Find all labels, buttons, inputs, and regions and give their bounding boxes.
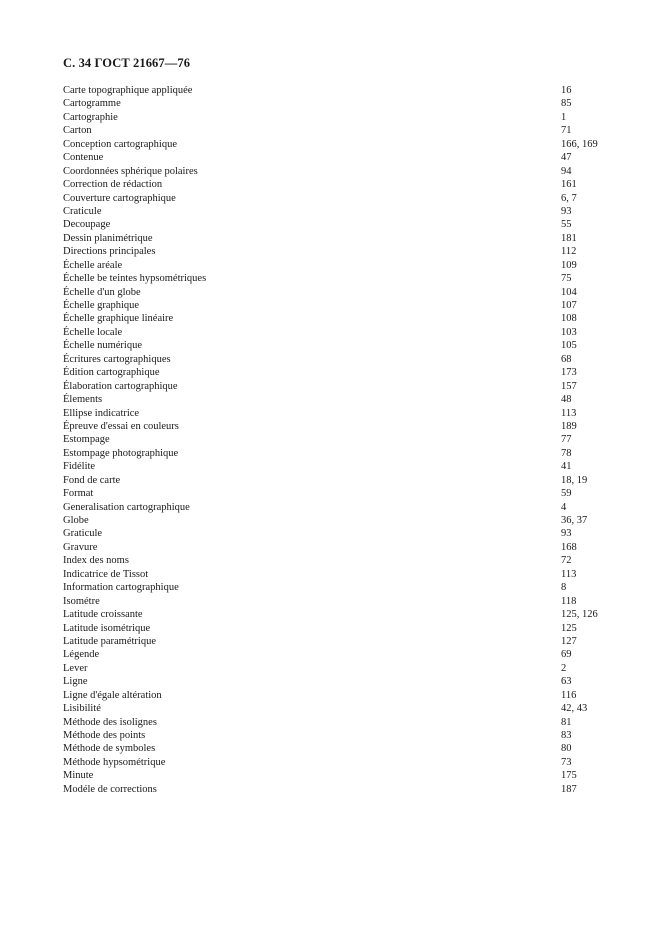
index-page-numbers: 107 bbox=[561, 300, 577, 311]
index-page-numbers: 181 bbox=[561, 232, 577, 244]
index-entry bbox=[63, 111, 623, 124]
index-term: Latitude paramétrique bbox=[63, 635, 156, 647]
index-page-numbers: 63 bbox=[561, 676, 572, 688]
index-term: Ligne d'égale altération bbox=[63, 689, 162, 701]
index-term: Échelle locale bbox=[63, 326, 123, 338]
index-entry bbox=[63, 662, 623, 675]
index-entry bbox=[63, 124, 623, 137]
index-entry bbox=[63, 769, 623, 782]
index-term: Élaboration cartographique bbox=[63, 380, 178, 392]
index-entry bbox=[63, 447, 623, 460]
index-term: Méthode hypsométrique bbox=[63, 756, 166, 768]
index-entry bbox=[63, 581, 623, 594]
index-page-numbers: 78 bbox=[561, 447, 572, 459]
index-term: Méthode de symboles bbox=[63, 743, 156, 755]
index-entry bbox=[63, 541, 623, 554]
index-page-numbers: 175 bbox=[561, 770, 577, 782]
index-term: Carte topographique appliquée bbox=[63, 85, 193, 96]
index-page-numbers: 75 bbox=[561, 273, 572, 285]
index-term: Graticule bbox=[63, 528, 103, 540]
index-entry bbox=[63, 460, 623, 473]
index-entry bbox=[63, 568, 623, 581]
index-term: Légende bbox=[63, 649, 100, 661]
index-term: Échelle aréale bbox=[63, 259, 123, 271]
index-entry bbox=[63, 608, 623, 621]
index-term: Gravure bbox=[63, 541, 98, 553]
index-page-numbers: 6, 7 bbox=[561, 192, 577, 204]
index-term: Couverture cartographique bbox=[63, 192, 176, 204]
index-page-numbers: 69 bbox=[561, 649, 572, 661]
index-term: Correction de rédaction bbox=[63, 179, 163, 191]
index-entry bbox=[63, 272, 623, 285]
index-term: Ellipse indicatrice bbox=[63, 407, 140, 419]
index-entry bbox=[63, 702, 623, 715]
index-page-numbers: 109 bbox=[561, 259, 577, 271]
index-term: Information cartographique bbox=[63, 582, 179, 594]
index-entry bbox=[63, 380, 623, 393]
index-page-numbers: 41 bbox=[561, 461, 572, 473]
index-entry bbox=[63, 675, 623, 688]
index-page-numbers: 94 bbox=[561, 165, 572, 177]
index-term: Ligne bbox=[63, 676, 88, 688]
index-term: Latitude croissante bbox=[63, 609, 143, 621]
index-page-numbers: 80 bbox=[561, 743, 572, 755]
index-term: Cartogramme bbox=[63, 98, 121, 110]
index-term: Contenue bbox=[63, 152, 104, 164]
index-entry bbox=[63, 433, 623, 446]
index-entry bbox=[63, 554, 623, 567]
page-header: С. 34 ГОСТ 21667—76 bbox=[63, 56, 191, 70]
index-entry bbox=[63, 474, 623, 487]
index-entry bbox=[63, 648, 623, 661]
index-entry bbox=[63, 151, 623, 164]
index-term: Modéle de corrections bbox=[63, 783, 157, 795]
index-entry bbox=[63, 420, 623, 433]
index-page-numbers: 125 bbox=[561, 622, 577, 634]
index-page-numbers: 173 bbox=[561, 367, 577, 379]
index-entry bbox=[63, 326, 623, 339]
index-term: Minute bbox=[63, 770, 94, 782]
index-page-numbers: 108 bbox=[561, 313, 577, 325]
index-page-numbers: 127 bbox=[561, 635, 577, 647]
index-term: Échelle numérique bbox=[63, 340, 143, 352]
index-entry bbox=[63, 783, 623, 796]
index-term: Conception cartographique bbox=[63, 138, 178, 150]
index-page-numbers: 103 bbox=[561, 326, 577, 338]
index-term: Dessin planimétrique bbox=[63, 232, 153, 244]
index-entry bbox=[63, 192, 623, 205]
index-entry bbox=[63, 312, 623, 325]
index-page-numbers: 59 bbox=[561, 488, 572, 500]
index-page-numbers: 77 bbox=[561, 434, 572, 446]
index-page-numbers: 81 bbox=[561, 716, 572, 728]
index-page-numbers: 48 bbox=[561, 394, 572, 406]
index-term: Coordonnées sphérique polaires bbox=[63, 165, 198, 177]
index-term: Épreuve d'essai en couleurs bbox=[63, 420, 179, 432]
index-page-numbers: 168 bbox=[561, 541, 577, 553]
index-term: Élements bbox=[63, 394, 103, 406]
index-page-numbers: 187 bbox=[561, 783, 577, 795]
index-entry bbox=[63, 514, 623, 527]
index-page-numbers: 36, 37 bbox=[561, 515, 588, 526]
index-page-numbers: 72 bbox=[561, 555, 572, 567]
index-page-numbers: 85 bbox=[561, 98, 572, 110]
index-page-numbers: 118 bbox=[561, 595, 577, 607]
index-page-numbers: 166, 169 bbox=[561, 138, 598, 150]
index-entry bbox=[63, 487, 623, 500]
index-page-numbers: 189 bbox=[561, 420, 577, 432]
index-entry bbox=[63, 218, 623, 231]
index-entry bbox=[63, 286, 623, 299]
index-page-numbers: 105 bbox=[561, 340, 577, 352]
index-entry bbox=[63, 716, 623, 729]
index-term: Estompage photographique bbox=[63, 447, 179, 459]
index-term: Fond de carte bbox=[63, 474, 121, 486]
index-page-numbers: 113 bbox=[561, 407, 577, 419]
index-entry bbox=[63, 165, 623, 178]
index-term: Échelle graphique bbox=[63, 300, 140, 311]
index-list bbox=[63, 84, 623, 796]
index-page-numbers: 112 bbox=[561, 246, 577, 258]
index-entry bbox=[63, 84, 623, 97]
index-entry bbox=[63, 205, 623, 218]
index-entry bbox=[63, 299, 623, 312]
index-entry bbox=[63, 232, 623, 245]
index-entry bbox=[63, 138, 623, 151]
index-entry bbox=[63, 407, 623, 420]
index-page-numbers: 93 bbox=[561, 205, 572, 217]
index-page-numbers: 116 bbox=[561, 689, 577, 701]
index-entry bbox=[63, 501, 623, 514]
index-term: Decoupage bbox=[63, 219, 111, 231]
index-term: Isométre bbox=[63, 595, 100, 607]
index-page-numbers: 113 bbox=[561, 568, 577, 580]
index-entry bbox=[63, 527, 623, 540]
index-page-numbers: 93 bbox=[561, 528, 572, 540]
index-entry bbox=[63, 339, 623, 352]
index-page-numbers: 104 bbox=[561, 286, 577, 298]
index-page-numbers: 55 bbox=[561, 219, 572, 231]
index-term: Fidélite bbox=[63, 461, 96, 473]
index-page-numbers: 18, 19 bbox=[561, 474, 588, 486]
index-term: Échelle graphique linéaire bbox=[63, 313, 174, 325]
index-page-numbers: 161 bbox=[561, 179, 577, 191]
index-term: Édition cartographique bbox=[63, 367, 160, 379]
index-entry bbox=[63, 393, 623, 406]
index-term: Globe bbox=[63, 515, 89, 526]
index-page-numbers: 83 bbox=[561, 730, 572, 741]
index-term: Estompage bbox=[63, 434, 110, 446]
index-entry bbox=[63, 756, 623, 769]
index-page-numbers: 73 bbox=[561, 756, 572, 768]
index-page-numbers: 157 bbox=[561, 380, 577, 392]
index-page-numbers: 8 bbox=[561, 582, 567, 594]
index-entry bbox=[63, 259, 623, 272]
index-term: Generalisation cartographique bbox=[63, 501, 190, 513]
index-page-numbers: 71 bbox=[561, 125, 572, 137]
index-term: Méthode des isolignes bbox=[63, 716, 157, 728]
index-page-numbers: 4 bbox=[561, 501, 567, 513]
index-term: Index des noms bbox=[63, 555, 129, 567]
index-term: Écritures cartographiques bbox=[63, 353, 171, 365]
index-term: Latitude isométrique bbox=[63, 622, 151, 634]
index-entry bbox=[63, 595, 623, 608]
index-term: Carton bbox=[63, 125, 92, 137]
index-term: Lever bbox=[63, 662, 88, 674]
index-entry bbox=[63, 97, 623, 110]
index-entry bbox=[63, 635, 623, 648]
index-term: Craticule bbox=[63, 205, 102, 217]
index-entry bbox=[63, 742, 623, 755]
index-page-numbers: 42, 43 bbox=[561, 703, 588, 715]
index-term: Échelle be teintes hypsométriques bbox=[63, 273, 207, 285]
index-entry bbox=[63, 689, 623, 702]
index-entry bbox=[63, 245, 623, 258]
index-term: Lisibilité bbox=[63, 703, 101, 715]
index-page-numbers: 125, 126 bbox=[561, 609, 598, 621]
index-entry bbox=[63, 729, 623, 742]
index-entry bbox=[63, 622, 623, 635]
index-entry bbox=[63, 366, 623, 379]
index-term: Format bbox=[63, 488, 94, 500]
index-page-numbers: 2 bbox=[561, 662, 567, 674]
index-term: Échelle d'un globe bbox=[63, 286, 141, 298]
index-page-numbers: 1 bbox=[561, 111, 567, 123]
index-term: Cartographie bbox=[63, 111, 118, 123]
index-page-numbers: 68 bbox=[561, 353, 572, 365]
index-entry bbox=[63, 178, 623, 191]
index-term: Méthode des points bbox=[63, 730, 146, 741]
index-term: Directions principales bbox=[63, 246, 156, 258]
index-page-numbers: 16 bbox=[561, 85, 572, 96]
index-entry bbox=[63, 353, 623, 366]
index-term: Indicatrice de Tissot bbox=[63, 568, 149, 580]
index-page-numbers: 47 bbox=[561, 152, 572, 164]
